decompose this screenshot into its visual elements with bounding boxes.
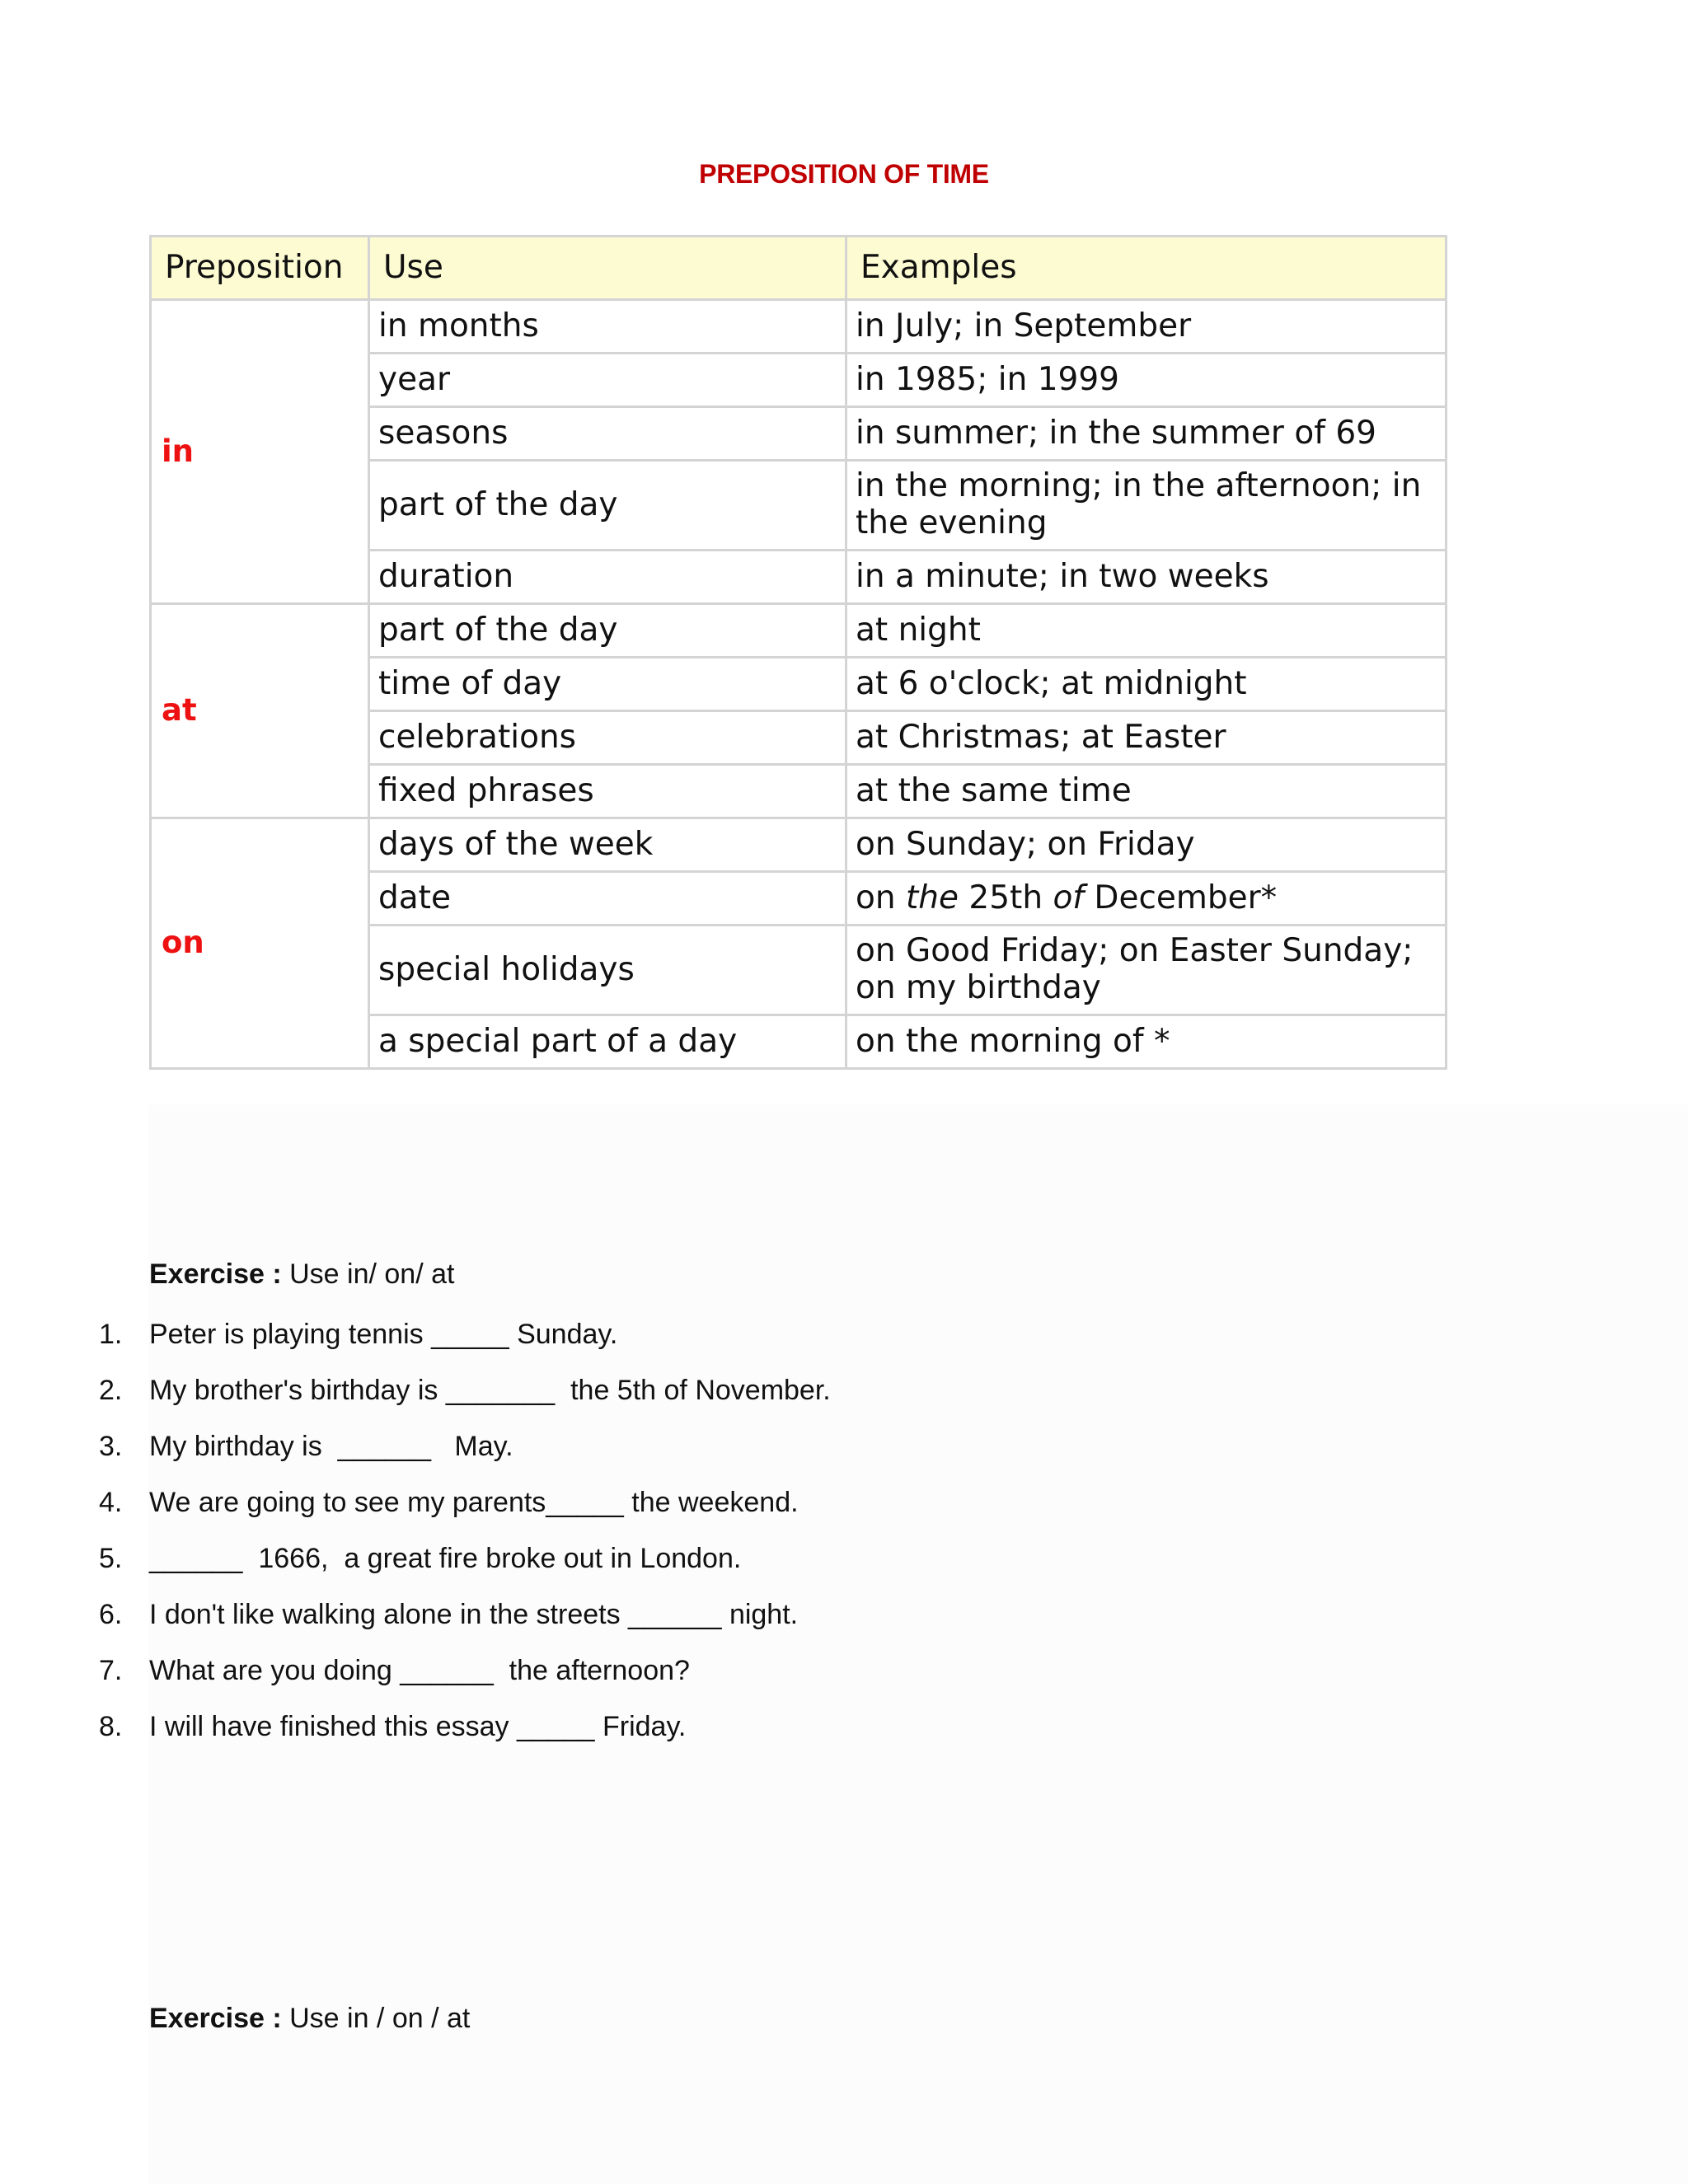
example-cell: in a minute; in two weeks (846, 551, 1447, 604)
item-text: ______ 1666, a great fire broke out in London. (149, 1543, 742, 1574)
item-text: We are going to see my parents_____ the weekend. (149, 1487, 799, 1518)
use-cell: days of the week (369, 818, 846, 872)
item-number: 8. (99, 1711, 123, 1742)
example-cell: at the same time (846, 765, 1447, 818)
use-cell: time of day (369, 658, 846, 711)
use-cell: seasons (369, 407, 846, 461)
item-number: 7. (99, 1655, 123, 1686)
preposition-on: on (151, 818, 369, 1069)
table-row (151, 300, 1447, 354)
table-row (151, 818, 1447, 872)
example-cell (846, 872, 1447, 926)
use-cell: year (369, 354, 846, 407)
item-number: 3. (99, 1431, 123, 1462)
example-cell: at 6 o'clock; at midnight (846, 658, 1447, 711)
item-text: What are you doing ______ the afternoon? (149, 1655, 690, 1686)
use-cell: special holidays (369, 926, 846, 1015)
use-cell: celebrations (369, 711, 846, 765)
exercise-instruction: Use in/ on/ at (281, 1258, 455, 1290)
preposition-table (149, 235, 1447, 1070)
page-title: PREPOSITION OF TIME (699, 159, 989, 189)
preposition-at: at (151, 604, 369, 818)
item-text: I will have finished this essay _____ Friday. (149, 1711, 687, 1742)
use-cell: a special part of a day (369, 1015, 846, 1069)
example-cell: in the morning; in the afternoon; in the evening (846, 461, 1447, 551)
exercise-instruction: Use in / on / at (281, 2003, 471, 2034)
item-text: My birthday is ______ May. (149, 1431, 513, 1462)
example-cell: in 1985; in 1999 (846, 354, 1447, 407)
example-cell: on the morning of * (846, 1015, 1447, 1069)
header-use: Use (369, 237, 846, 300)
header-examples: Examples (846, 237, 1447, 300)
use-cell: date (369, 872, 846, 926)
use-cell: part of the day (369, 604, 846, 658)
exercise-1-heading (149, 1258, 454, 1291)
example-cell: on Sunday; on Friday (846, 818, 1447, 872)
example-text: December* (1084, 879, 1278, 916)
example-italic-the: the (905, 879, 959, 916)
item-number: 4. (99, 1487, 123, 1518)
item-number: 1. (99, 1319, 123, 1350)
example-italic-of: of (1053, 879, 1085, 916)
table-header-row (151, 237, 1447, 300)
example-cell: at Christmas; at Easter (846, 711, 1447, 765)
example-text: on (856, 879, 906, 916)
example-cell: on Good Friday; on Easter Sunday; on my birthday (846, 926, 1447, 1015)
item-text: My brother's birthday is _______ the 5th of November. (149, 1375, 831, 1406)
example-cell: at night (846, 604, 1447, 658)
item-number: 2. (99, 1375, 123, 1406)
exercise-2-heading (149, 2003, 470, 2035)
item-text: I don't like walking alone in the streets ______ night. (149, 1599, 799, 1630)
exercise-label: Exercise : (149, 2003, 282, 2034)
use-cell: part of the day (369, 461, 846, 551)
table-row (151, 604, 1447, 658)
preposition-in: in (151, 300, 369, 604)
example-text: 25th (959, 879, 1053, 916)
exercise-label: Exercise : (149, 1258, 282, 1290)
use-cell: duration (369, 551, 846, 604)
item-number: 5. (99, 1543, 123, 1574)
header-preposition: Preposition (151, 237, 369, 300)
example-cell: in July; in September (846, 300, 1447, 354)
example-cell: in summer; in the summer of 69 (846, 407, 1447, 461)
item-text: Peter is playing tennis _____ Sunday. (149, 1319, 618, 1350)
use-cell: in months (369, 300, 846, 354)
item-number: 6. (99, 1599, 123, 1630)
use-cell: fixed phrases (369, 765, 846, 818)
